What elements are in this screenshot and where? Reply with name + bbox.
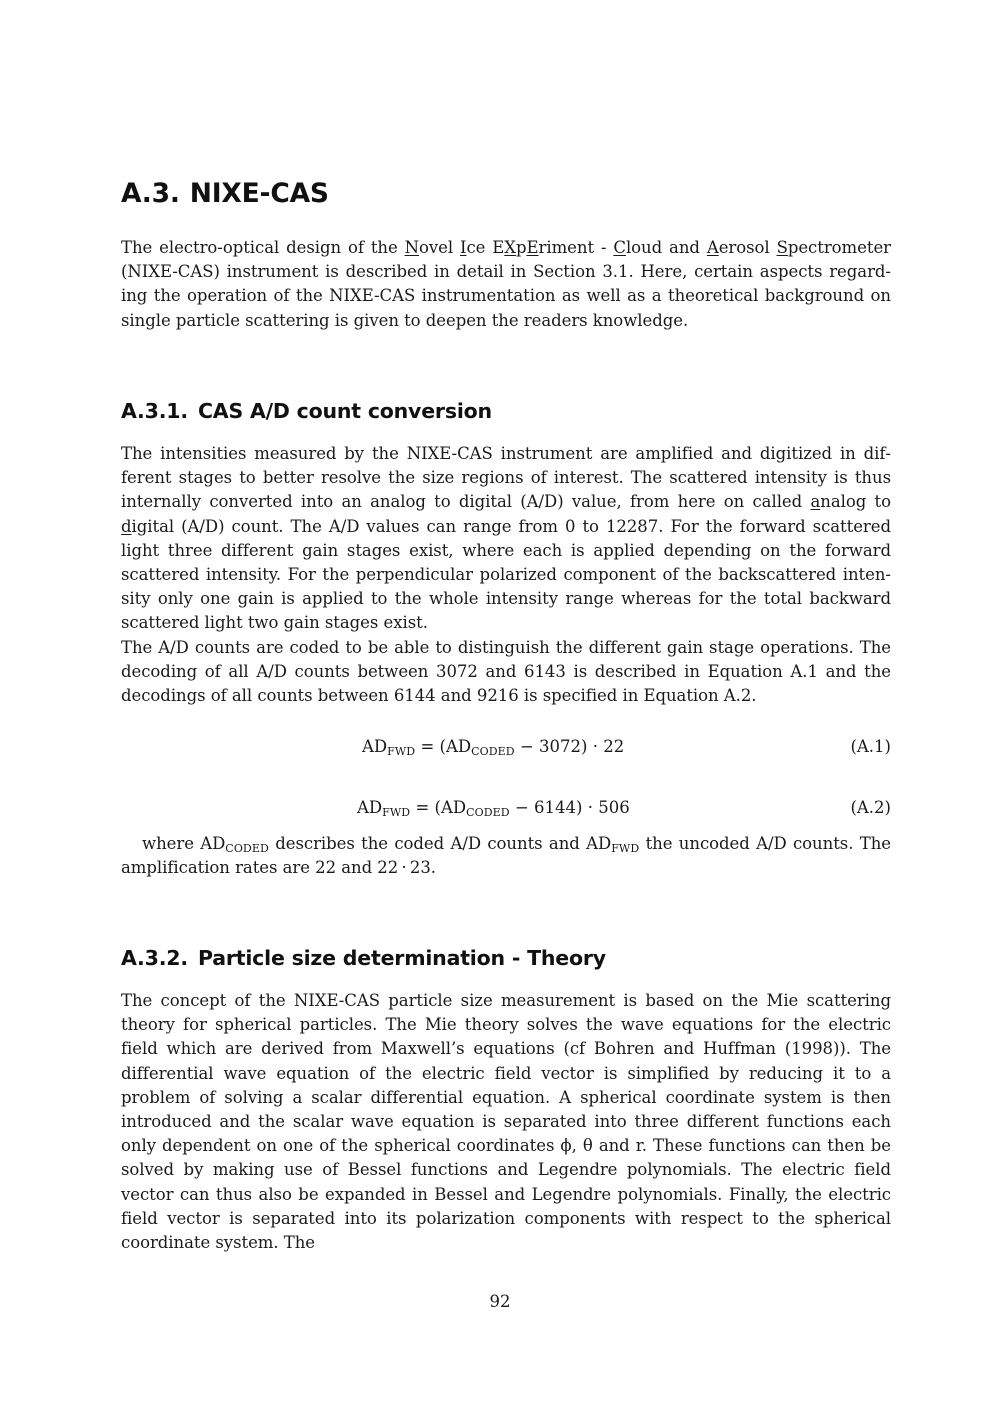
section-title: NIXE-CAS: [189, 178, 329, 209]
eq-subscript: CODED: [471, 745, 515, 758]
ad-conversion-paragraph-2: The A/D counts are coded to be able to distinguish the different gain stage operations. The decoding of all A/D counts between 3072 and 6143 is described in Equation A.1 and the decodings of all counts between 6144 and 9216 is specified in Equation A.2.: [121, 637, 891, 706]
acronym-letter: a: [810, 492, 821, 512]
eq-subscript: CODED: [225, 842, 269, 855]
acronym-letter: I: [460, 238, 467, 257]
subsection-number: A.3.1.: [121, 399, 188, 423]
intro-text: riment -: [538, 238, 614, 257]
intro-text: pectrometer (NIXE-CAS) instrument is described in detail in Section 3.1. Here, certain aspects regarding the operation of the NIXE-CAS instrumentation as well as a theoretical background on single particle scattering is given to deepen the readers knowledge.: [121, 238, 891, 330]
body-text: The intensities measured by the NIXE-CAS instrument are amplified and digitized in different stages to better resolve the size regions of interest. The scattered intensity is thus internally converted into an analog to digital (A/D) value, from here on called: [121, 444, 891, 512]
intro-text: ce E: [466, 238, 505, 257]
acronym-letter: A: [706, 238, 719, 257]
eq-subscript: FWD: [611, 842, 640, 855]
body-text: describes the coded A/D counts and AD: [268, 834, 612, 853]
size-theory-paragraph: The concept of the NIXE-CAS particle size measurement is based on the Mie scattering theory for spherical particles. The Mie theory solves the wave equations for the electric field which are derived from Maxwell’s equations (cf Bohren and Huffman (1998)). The differential wave equation of the electric field vector is simplified by reducing it to a problem of solving a scalar differential equation. A spherical coordinate system is then introduced and the scalar wave equation is separated into three different functions each only dependent on one of the spherical coordinates ϕ, θ and r. These functions can then be solved by making use of Bessel functions and Legendre polynomials. The electric field vector can thus also be expanded in Bessel and Legendre polynomials. Finally, the electric field vector is separated into its polarization components with respect to the spherical coordinate system. The: [121, 991, 891, 1253]
intro-paragraph: [121, 236, 891, 333]
acronym-letter: C: [613, 238, 626, 257]
eq-symbol: = (AD: [415, 737, 472, 756]
acronym-letter: S: [776, 238, 788, 257]
eq-symbol: AD: [357, 798, 383, 817]
body-text: igital (A/D) count. The A/D values can range from 0 to 12287. For the forward scattered light three different gain stages exist, where each is applied depending on the forward scattered intensity. For the perpendicular polarized component of the backscattered intensity only one gain is applied to the whole intensity range whereas for the total backward scattered light two gain stages exist.: [121, 516, 891, 633]
subsection-title: CAS A/D count conversion: [197, 399, 492, 423]
acronym-letter: d: [121, 516, 132, 536]
acronym-letter: X: [504, 238, 516, 257]
eq-subscript: CODED: [466, 806, 510, 819]
subsection-heading-size-theory: [121, 946, 606, 970]
eq-symbol: = (AD: [410, 798, 467, 817]
equation-explanation: [121, 832, 891, 880]
ad-conversion-body: [121, 442, 891, 708]
intro-text: ovel: [419, 238, 460, 257]
body-text: nalog to: [820, 492, 891, 512]
subsection-number: A.3.2.: [121, 946, 188, 970]
subsection-title: Particle size determination - Theory: [197, 946, 606, 970]
equation-number: (A.1): [850, 737, 891, 756]
acronym-letter: E: [526, 238, 539, 257]
eq-subscript: FWD: [382, 806, 411, 819]
equation-body: [357, 796, 630, 820]
section-number: A.3.: [121, 178, 180, 209]
equation-a2: [121, 796, 891, 822]
eq-symbol: − 6144) · 506: [509, 798, 630, 817]
body-text: the uncoded A/D counts. The amplification rates are 22 and 22 · 23.: [121, 834, 891, 878]
eq-symbol: AD: [362, 737, 388, 756]
acronym-letter: N: [404, 238, 419, 257]
equation-body: [362, 735, 624, 759]
equation-a1: [121, 735, 891, 761]
intro-text: p: [515, 238, 527, 257]
page-number: 92: [489, 1292, 511, 1311]
intro-text: loud and: [625, 238, 707, 257]
body-text: where AD: [142, 834, 226, 853]
eq-subscript: FWD: [387, 745, 416, 758]
ad-conversion-paragraph-1: [121, 442, 891, 636]
section-heading: [121, 178, 329, 209]
intro-text: The electro-optical design of the: [121, 238, 405, 257]
intro-text: erosol: [718, 238, 777, 257]
eq-symbol: − 3072) · 22: [514, 737, 625, 756]
subsection-heading-ad-conversion: [121, 399, 492, 423]
equation-number: (A.2): [850, 798, 891, 817]
